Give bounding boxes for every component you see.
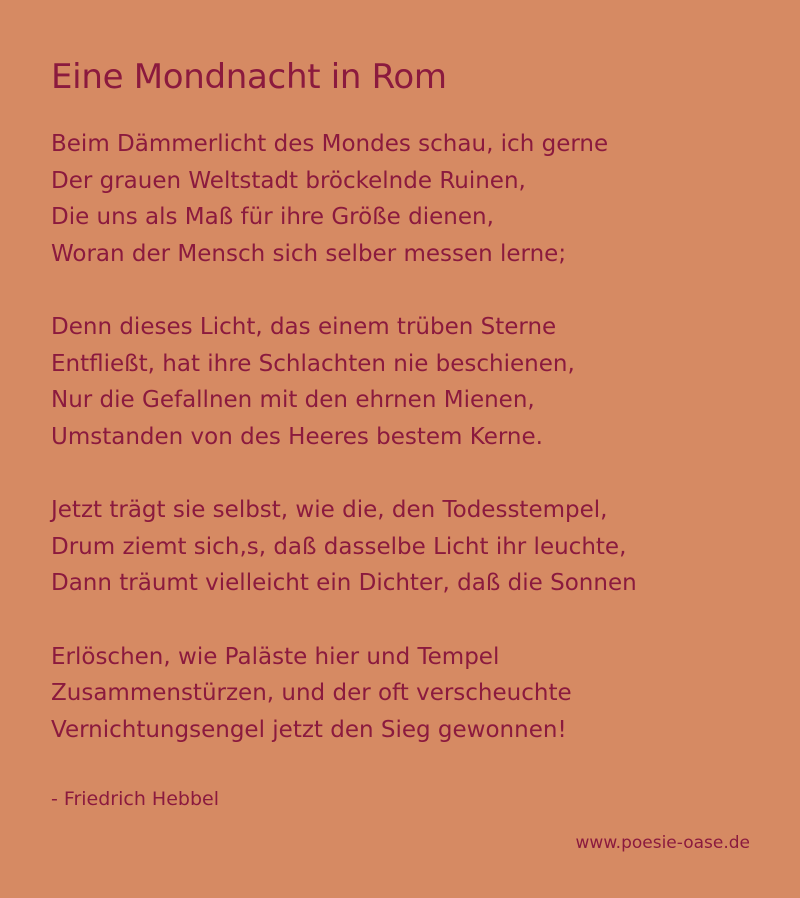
website-watermark: www.poesie-oase.de <box>575 833 750 853</box>
poem-line: Entfließt, hat ihre Schlachten nie beschienen, <box>51 350 575 377</box>
poem-line: Dann träumt vielleicht ein Dichter, daß die Sonnen <box>51 570 637 596</box>
poem-line: Drum ziemt sich‚s, daß dasselbe Licht ihr leuchte, <box>51 533 627 560</box>
poem-line: Denn dieses Licht, das einem trüben Sterne <box>51 314 557 340</box>
poem-line: Beim Dämmerlicht des Mondes schau‚ ich gerne <box>51 131 609 157</box>
poem-line: Erlöschen, wie Paläste hier und Tempel <box>51 643 500 670</box>
author-attribution: - Friedrich Hebbel <box>51 788 219 810</box>
stanza-1 <box>51 126 771 272</box>
poem-line: Zusammenstürzen, und der oft verscheuchte <box>51 680 572 706</box>
stanza-4 <box>51 639 771 749</box>
poem-line: Jetzt trägt sie selbst, wie die, den Todesstempel, <box>51 497 608 523</box>
poem-line: Vernichtungsengel jetzt den Sieg gewonnen! <box>51 716 567 743</box>
page-title: Eine Mondnacht in Rom <box>51 57 447 97</box>
poem-line: Umstanden von des Heeres bestem Kerne. <box>51 423 543 450</box>
poem-line: Nur die Gefallnen mit den ehrnen Mienen, <box>51 387 535 413</box>
stanza-2 <box>51 309 771 455</box>
poem-line: Der grauen Weltstadt bröckelnde Ruinen, <box>51 167 526 194</box>
poem-line: Die uns als Maß für ihre Größe dienen, <box>51 204 494 230</box>
stanza-3 <box>51 492 771 602</box>
poem-body <box>51 126 771 748</box>
poem-line: Woran der Mensch sich selber messen lerne; <box>51 240 567 267</box>
